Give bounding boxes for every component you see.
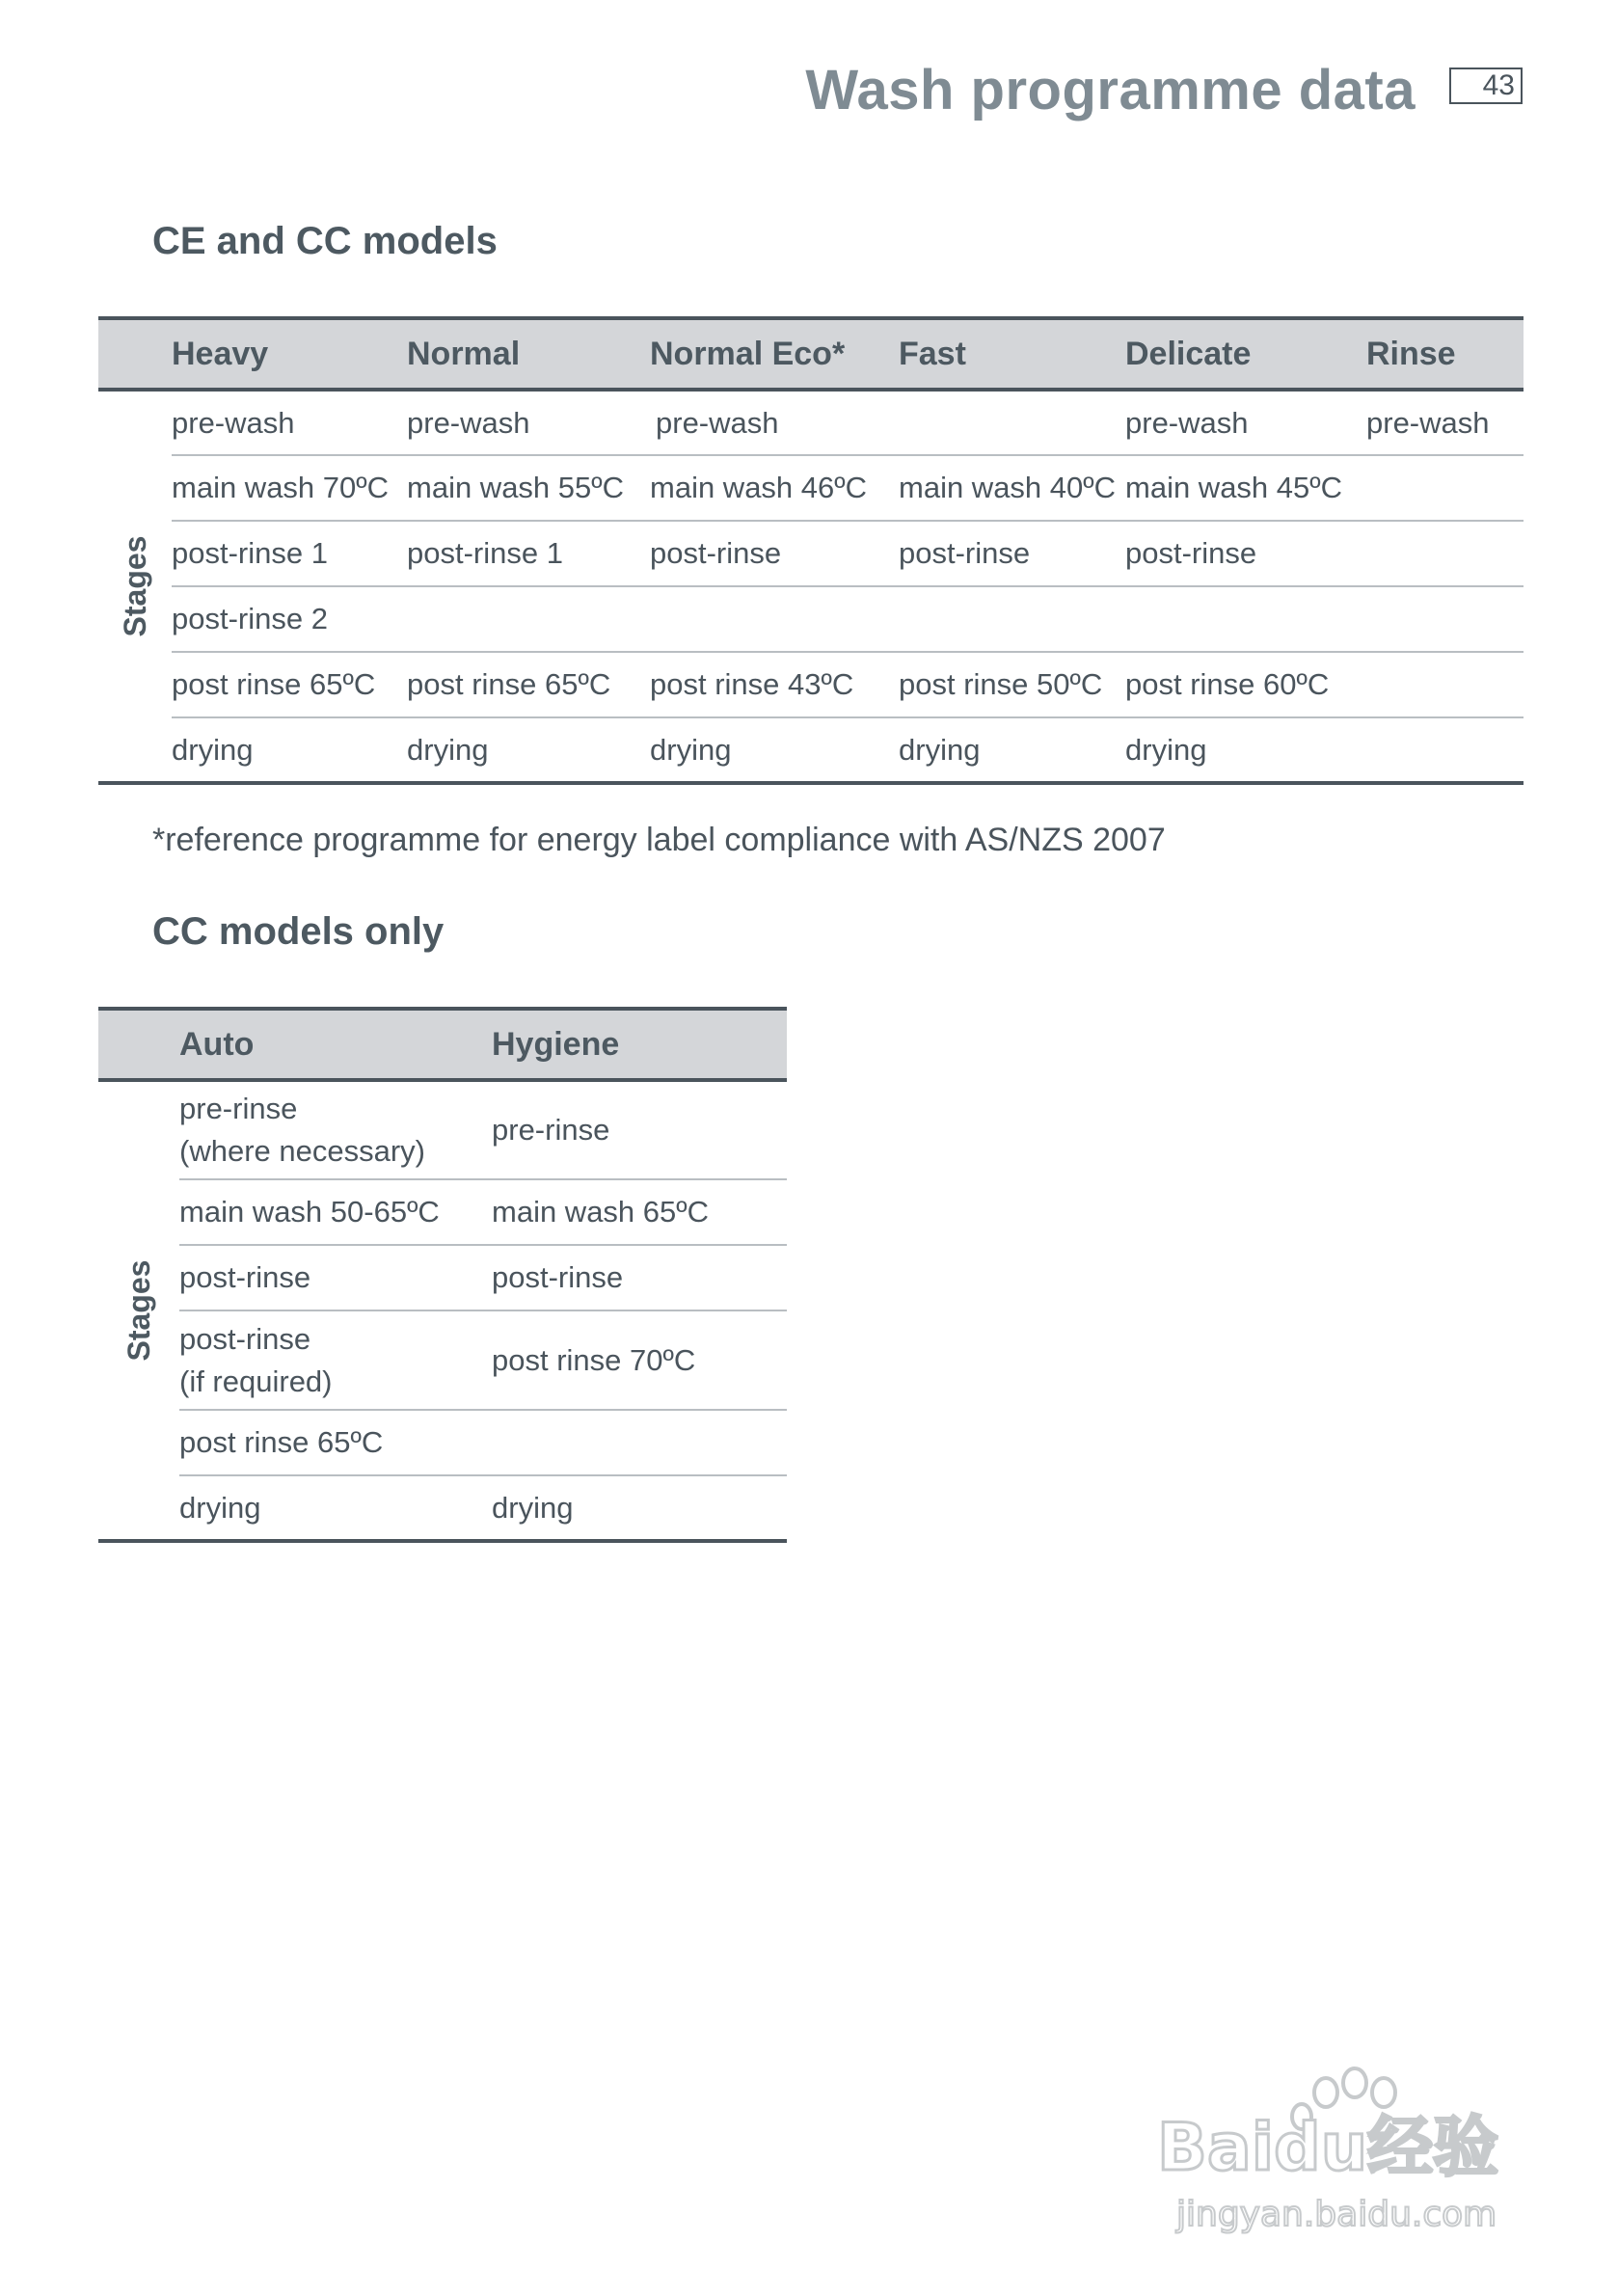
table-cell: drying: [1125, 717, 1366, 783]
table-cell: [1366, 455, 1524, 521]
page-title: Wash programme data: [805, 59, 1416, 122]
table-cell: drying: [899, 717, 1125, 783]
table-cell: main wash 45ºC: [1125, 455, 1366, 521]
table-cell: [492, 1245, 787, 1310]
column-header-normal: Normal: [407, 318, 650, 390]
table-row: [98, 455, 1524, 521]
header-spacer: [98, 1009, 179, 1080]
table-cell: post-rinse: [899, 521, 1125, 586]
table-row: [98, 1080, 787, 1179]
section-heading-cc-only: CC models only: [152, 910, 445, 953]
column-header-delicate: Delicate: [1125, 318, 1366, 390]
column-header-heavy: Heavy: [172, 318, 407, 390]
table-cc-only-wrapper: [98, 1007, 787, 1543]
table-cell: pre-wash: [650, 390, 899, 455]
header-spacer: [98, 318, 172, 390]
table-cell: post-rinse: [1125, 521, 1366, 586]
table-row: [98, 1179, 787, 1245]
table-cell: post rinse 43ºC: [650, 652, 899, 717]
table-row: [98, 390, 1524, 455]
wash-programme-table-ce-cc: [98, 316, 1524, 785]
table-cell: drying: [407, 717, 650, 783]
table-row: [98, 1310, 787, 1410]
column-header-auto: Auto: [179, 1009, 492, 1080]
stages-label: Stages: [121, 1259, 156, 1362]
table-cell: [492, 1179, 787, 1245]
column-header-normal-eco: Normal Eco*: [650, 318, 899, 390]
cell-line: drying: [492, 1490, 574, 1525]
table-cell: [492, 1410, 787, 1475]
table-cell: [179, 1310, 492, 1410]
table-row: [98, 1410, 787, 1475]
watermark-brand: Baidu经验: [1157, 2110, 1499, 2186]
cell-line: drying: [179, 1490, 261, 1525]
watermark-url: jingyan.baidu.com: [1176, 2195, 1497, 2234]
cell-line: post-rinse: [179, 1321, 311, 1356]
column-header-fast: Fast: [899, 318, 1125, 390]
cell-line: pre-rinse: [492, 1113, 610, 1147]
section-heading-ce-cc: CE and CC models: [152, 220, 498, 262]
stages-label-cell: [98, 1080, 179, 1541]
table-cell: pre-wash: [1366, 390, 1524, 455]
table-cell: [1366, 586, 1524, 652]
table-row: [98, 717, 1524, 783]
table-header-row: [98, 318, 1524, 390]
table-cell: [492, 1475, 787, 1541]
cell-line: post rinse 70ºC: [492, 1342, 696, 1377]
table-row: [98, 1475, 787, 1541]
cell-line: (if required): [179, 1364, 333, 1398]
table-cell: main wash 55ºC: [407, 455, 650, 521]
table-cell: pre-wash: [407, 390, 650, 455]
table-cell: [492, 1310, 787, 1410]
table-cell: main wash 46ºC: [650, 455, 899, 521]
cell-line: (where necessary): [179, 1134, 425, 1168]
table-cell: post-rinse 1: [407, 521, 650, 586]
table-row: [98, 652, 1524, 717]
table-cell: [899, 390, 1125, 455]
table-cell: [899, 586, 1125, 652]
table-cell: [1366, 717, 1524, 783]
table-cell: pre-wash: [1125, 390, 1366, 455]
table-cell: post-rinse 2: [172, 586, 407, 652]
table-cell: post rinse 65ºC: [407, 652, 650, 717]
cell-line: main wash 65ºC: [492, 1195, 709, 1229]
table-cell: post-rinse: [650, 521, 899, 586]
table-cell: [1366, 521, 1524, 586]
table-cell: [650, 586, 899, 652]
stages-label: Stages: [118, 535, 152, 637]
table-cell: [179, 1410, 492, 1475]
table-header-row: [98, 1009, 787, 1080]
cell-line: post rinse 65ºC: [179, 1425, 384, 1459]
table-cell: main wash 70ºC: [172, 455, 407, 521]
table-row: [98, 586, 1524, 652]
table-cell: [179, 1245, 492, 1310]
column-header-rinse: Rinse: [1366, 318, 1524, 390]
table-row: [98, 521, 1524, 586]
page-number: 43: [1449, 68, 1523, 104]
table-cell: [492, 1080, 787, 1179]
cell-line: post-rinse: [492, 1260, 624, 1294]
table-cell: main wash 40ºC: [899, 455, 1125, 521]
table-cell: [407, 586, 650, 652]
table-cell: post rinse 50ºC: [899, 652, 1125, 717]
baidu-jingyan-watermark: [1147, 2054, 1533, 2247]
table-cell: [179, 1080, 492, 1179]
wash-programme-table-cc-only: [98, 1007, 787, 1543]
page-header: [0, 56, 1618, 133]
table-cell: pre-wash: [172, 390, 407, 455]
stages-label-cell: [98, 390, 172, 783]
cell-line: main wash 50-65ºC: [179, 1195, 440, 1229]
table-ce-cc-wrapper: [98, 316, 1524, 785]
table-cell: post rinse 60ºC: [1125, 652, 1366, 717]
table-cell: [1366, 652, 1524, 717]
table-cell: [179, 1179, 492, 1245]
table-cell: drying: [650, 717, 899, 783]
cell-line: post-rinse: [179, 1260, 311, 1294]
footnote: *reference programme for energy label compliance with AS/NZS 2007: [152, 822, 1166, 858]
table-cell: [1125, 586, 1366, 652]
table-row: [98, 1245, 787, 1310]
column-header-hygiene: Hygiene: [492, 1009, 787, 1080]
table-cell: drying: [172, 717, 407, 783]
table-cell: post rinse 65ºC: [172, 652, 407, 717]
table-cell: [179, 1475, 492, 1541]
cell-line: pre-rinse: [179, 1092, 298, 1125]
table-cell: post-rinse 1: [172, 521, 407, 586]
